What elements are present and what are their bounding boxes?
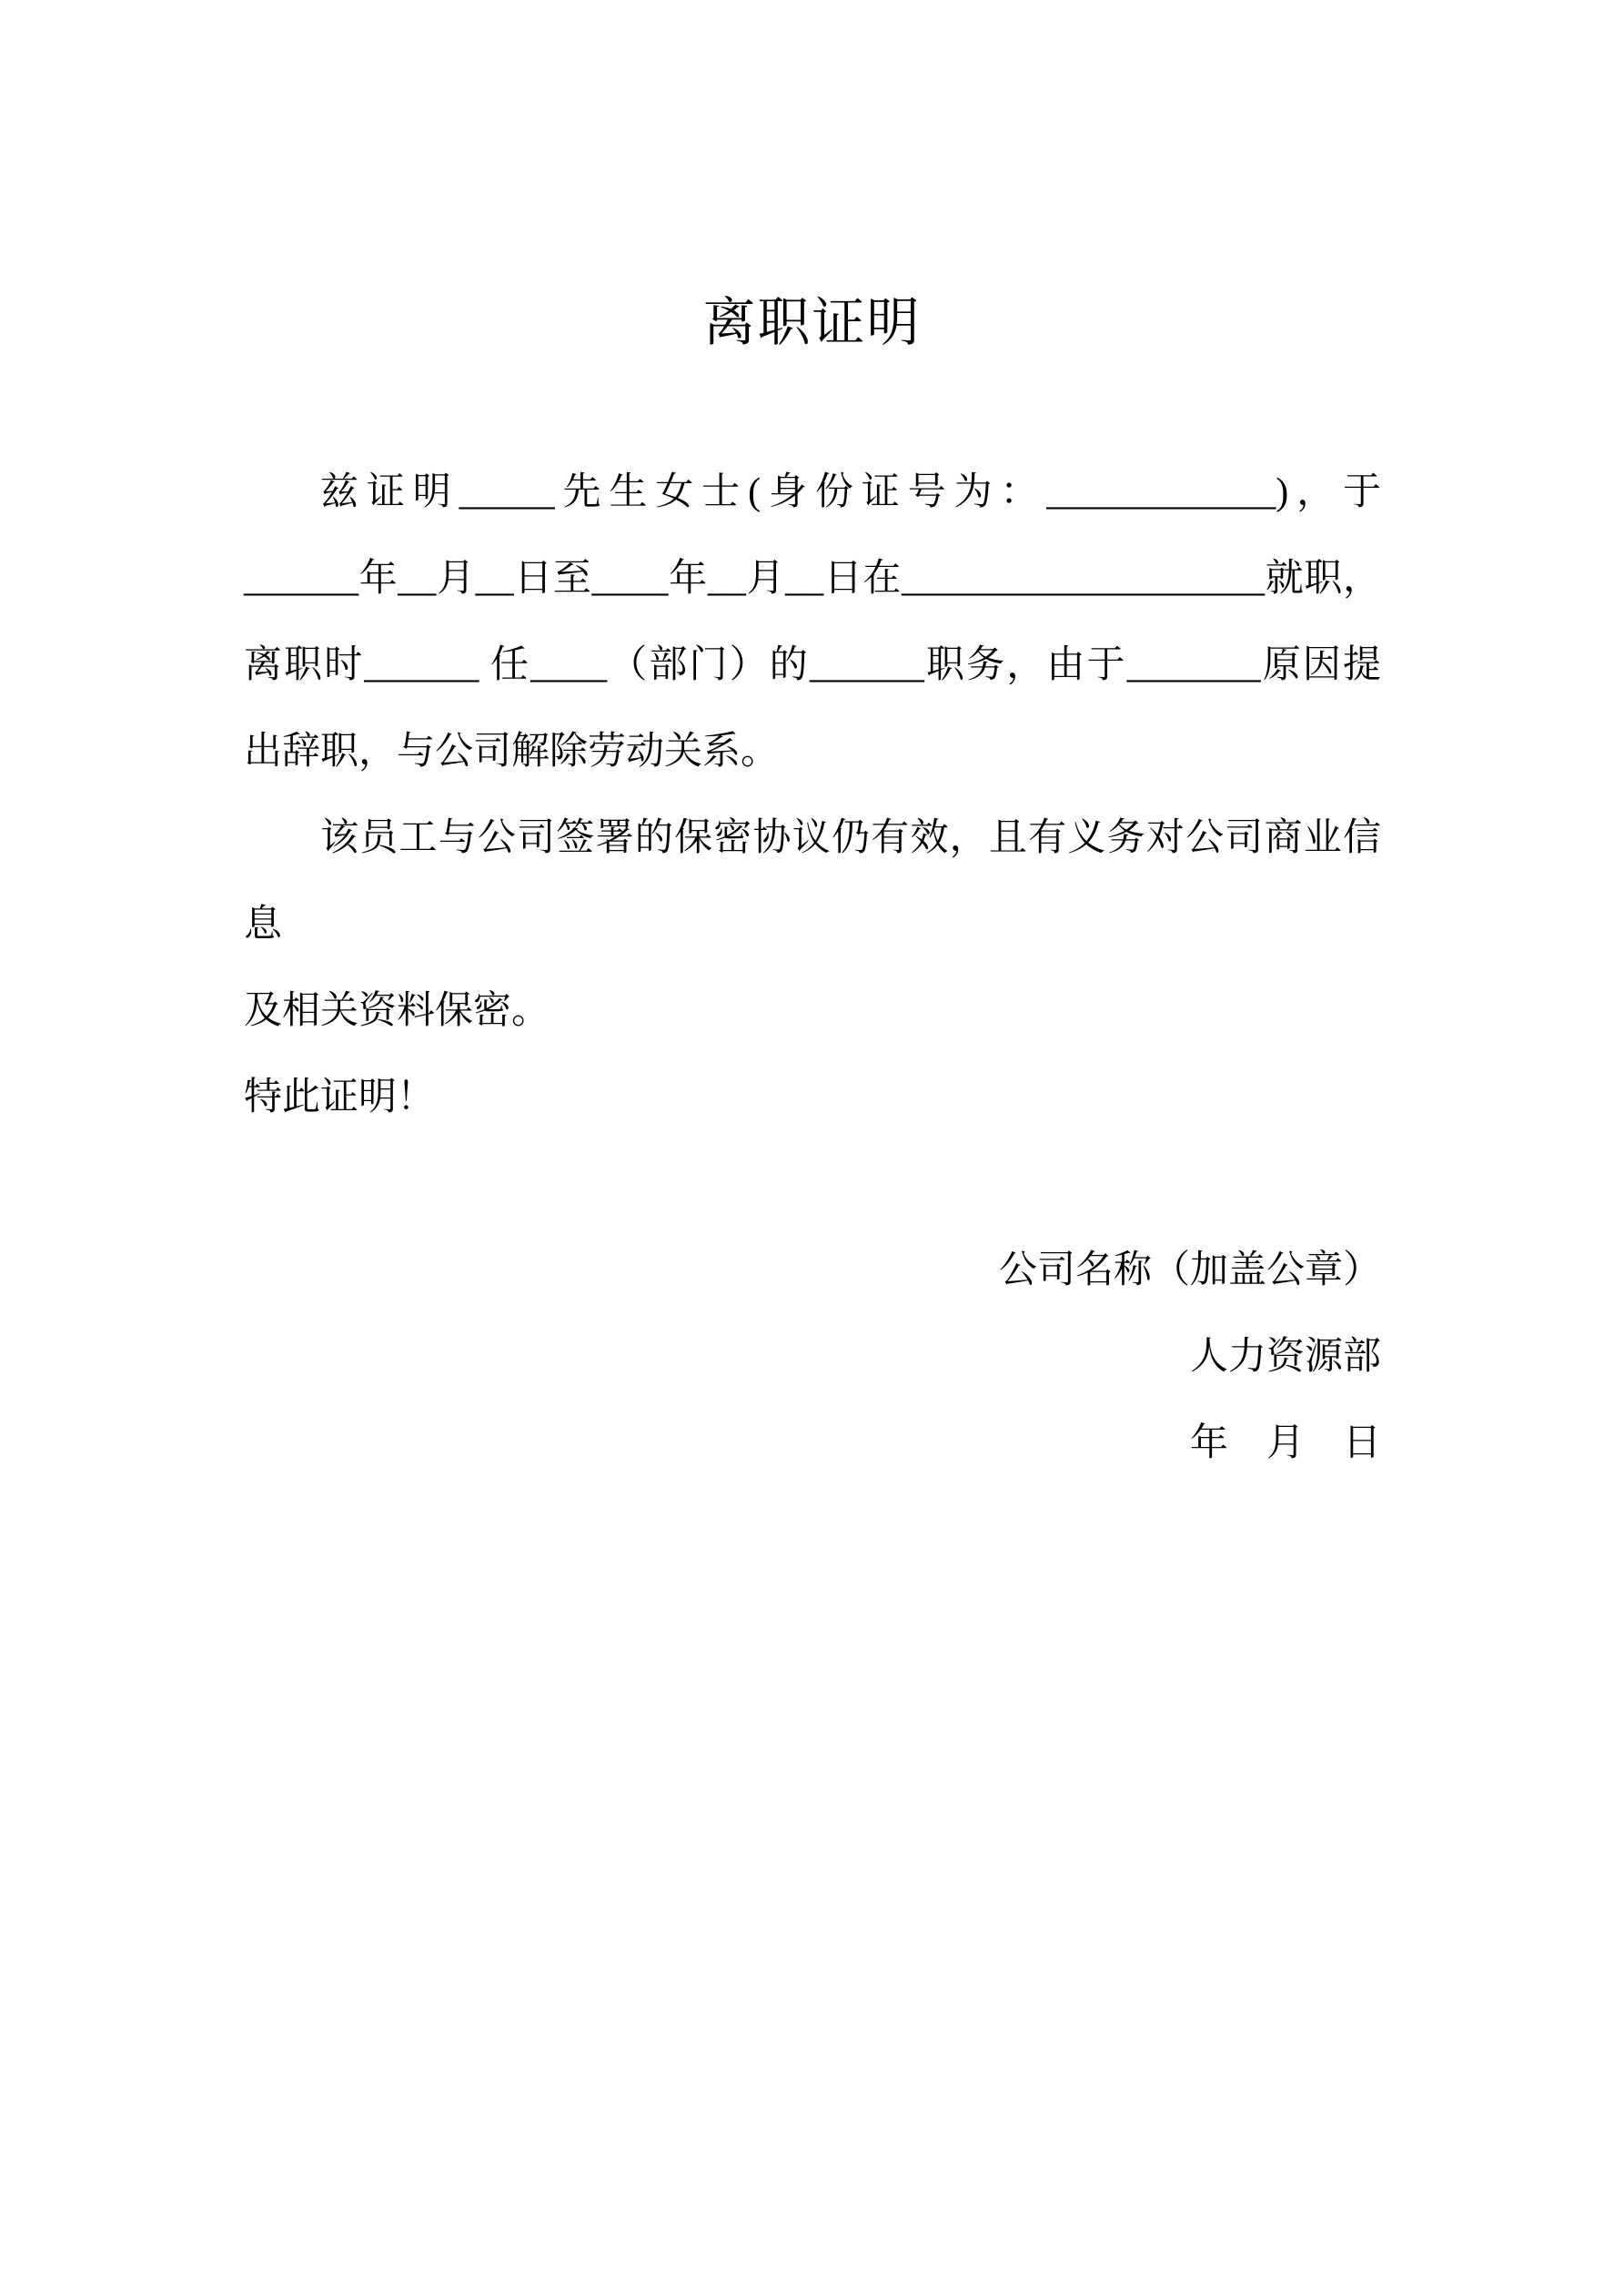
document-body <box>244 450 1381 1487</box>
body-line-employment-dates: ______年__月__日至____年__月__日在___________________就职， <box>244 558 1381 600</box>
body-line-resignation-statement: 出辞职，与公司解除劳动关系。 <box>244 731 780 773</box>
body-line-position-department: 离职时______ 任____（部门）的______职务，由于_______原因提 <box>244 644 1381 686</box>
body-line-certify-intro: 兹证明_____先生女士(身份证号为：____________)，于 <box>320 471 1381 513</box>
body-line-confidentiality-2: 及相关资料保密。 <box>244 990 550 1032</box>
signature-department-line: 人力资源部 <box>1189 1336 1381 1378</box>
body-line-confidentiality-1: 该员工与公司签署的保密协议仍有效，且有义务对公司商业信息 <box>244 817 1381 946</box>
signature-company-seal-line: 公司名称（加盖公章） <box>998 1249 1381 1291</box>
document-title: 离职证明 <box>702 293 922 352</box>
body-line-hereby-certify: 特此证明！ <box>244 1077 436 1118</box>
blank-line <box>244 1141 1381 1228</box>
signature-date-line: 年 月 日 <box>1189 1422 1381 1464</box>
